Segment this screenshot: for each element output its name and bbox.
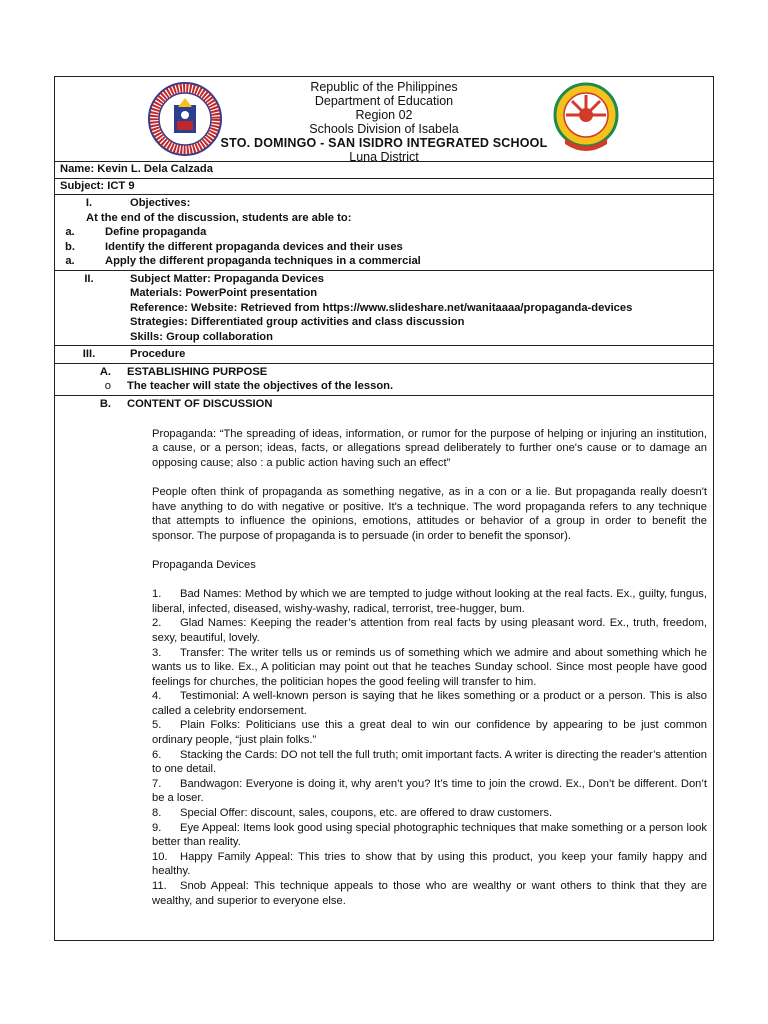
- device-text: Happy Family Appeal: This tries to show that by using this product, you keep your family happy and healthy.: [152, 850, 707, 878]
- school-seal-logo: [553, 82, 619, 154]
- procedure-title: Procedure: [130, 348, 186, 360]
- procedure-a-letter: A.: [99, 365, 111, 378]
- procedure-a-title: ESTABLISHING PURPOSE: [127, 365, 268, 378]
- devices-title: Propaganda Devices: [152, 558, 256, 571]
- device-item: [152, 689, 707, 718]
- device-text: Eye Appeal: Items look good using special photographic techniques that make something or a person look better than reality.: [152, 821, 707, 849]
- device-number: 5.: [152, 719, 162, 732]
- header-line-division: Schools Division of Isabela: [309, 122, 459, 136]
- device-number: 1.: [152, 588, 162, 601]
- objectives-intro: At the end of the discussion, students are able to:: [86, 211, 352, 224]
- device-item: [152, 616, 707, 645]
- propaganda-definition: Propaganda: “The spreading of ideas, information, or rumor for the purpose of helping or injuring an institution, a cause, or a person; ideas, facts, or allegations spread deliberately to further one's cause or to damage an opposing cause; also : a public action having such an effect”: [152, 427, 707, 469]
- objective-letter: b.: [65, 240, 75, 253]
- device-number: 10.: [152, 850, 168, 863]
- device-item: [152, 777, 707, 806]
- device-item: [152, 821, 707, 850]
- objective-item: Define propaganda: [105, 226, 207, 238]
- document-header: [54, 76, 714, 162]
- discussion-content: [54, 412, 714, 941]
- header-line-department: Department of Education: [314, 94, 454, 108]
- device-item: [152, 646, 707, 690]
- device-number: 2.: [152, 617, 162, 630]
- device-item: [152, 587, 707, 616]
- subject-row: Subject: ICT 9: [54, 179, 714, 196]
- header-line-region: Region 02: [355, 108, 413, 122]
- bullet-icon: o: [104, 380, 111, 392]
- objectives-numeral: I.: [85, 197, 93, 209]
- device-text: Stacking the Cards: DO not tell the full truth; omit important facts. A writer is directing the reader’s attention to one detail.: [152, 748, 707, 776]
- subject-matter-numeral: II.: [84, 272, 94, 285]
- objective-item: Identify the different propaganda devices and their uses: [105, 240, 403, 253]
- materials-line: Materials: PowerPoint presentation: [130, 287, 318, 299]
- procedure-b-letter: B.: [99, 397, 111, 410]
- device-item: [152, 850, 707, 879]
- device-text: Bad Names: Method by which we are tempted to judge without looking at the real facts. Ex., guilty, fungus, liberal, infected, diseased, wishy-washy, radical, terrorist, tree-hugger, bum.: [152, 588, 707, 615]
- content-of-discussion-header: [54, 396, 714, 413]
- subject-matter-section: [54, 271, 714, 347]
- device-number: 7.: [152, 777, 162, 790]
- device-number: 4.: [152, 690, 162, 703]
- device-item: [152, 806, 707, 821]
- procedure-header: [54, 346, 714, 364]
- district-name: Luna District: [349, 150, 419, 164]
- skills-line: Skills: Group collaboration: [130, 330, 273, 343]
- device-text: Glad Names: Keeping the reader’s attention from real facts by using pleasant word. Ex., truth, freedom, sexy, beautiful, lovely.: [152, 617, 707, 644]
- device-number: 9.: [152, 821, 162, 834]
- procedure-numeral: III.: [82, 348, 96, 360]
- device-text: Special Offer: discount, sales, coupons, etc. are offered to draw customers.: [180, 807, 553, 820]
- objectives-section: [54, 195, 714, 271]
- device-text: Snob Appeal: This technique appeals to those who are wealthy or want others to think that they are wealthy, and superior to everyone else.: [152, 880, 707, 907]
- objective-letter: a.: [65, 255, 75, 267]
- lesson-plan-document: [54, 76, 714, 941]
- establishing-purpose-section: [54, 364, 714, 396]
- device-item: [152, 748, 707, 777]
- teacher-name-row: Name: Kevin L. Dela Calzada: [54, 162, 714, 179]
- device-number: 11.: [152, 880, 167, 892]
- reference-line: Reference: Website: Retrieved from https://www.slideshare.net/wanitaaaa/propaganda-devices: [130, 301, 633, 314]
- objective-item: Apply the different propaganda techniques in a commercial: [105, 255, 421, 267]
- strategies-line: Strategies: Differentiated group activities and class discussion: [130, 316, 465, 328]
- device-text: Testimonial: A well-known person is saying that he likes something or a product or a person. This is also called a celebrity endorsement.: [152, 690, 707, 717]
- school-name: STO. DOMINGO - SAN ISIDRO INTEGRATED SCHOOL: [220, 136, 548, 150]
- device-number: 6.: [152, 748, 162, 761]
- device-text: Bandwagon: Everyone is doing it, why aren’t you? It’s time to join the crowd. Ex., Don’t be different. Don’t be a loser.: [152, 777, 707, 805]
- device-text: Transfer: The writer tells us or reminds us of something which we admire and about something which he wants us to like. Ex., A politician may point out that he teaches Sunday school. Since most people have good feelings for churches, the politician hopes the good feeling will transfer to him.: [152, 646, 707, 688]
- objectives-title: Objectives:: [130, 197, 191, 209]
- device-number: 3.: [152, 646, 162, 659]
- device-item: [152, 879, 707, 908]
- device-item: [152, 718, 707, 747]
- subject-matter-line: Subject Matter: Propaganda Devices: [130, 272, 324, 285]
- header-line-republic: Republic of the Philippines: [310, 80, 458, 94]
- objective-letter: a.: [65, 226, 75, 238]
- propaganda-explanation: People often think of propaganda as something negative, as in a con or a lie. But propaganda really doesn't have anything to do with negative or positive. It's a technique. The word propaganda refers to any technique that attempts to influence the opinions, emotions, attitudes or behavior of a group in order to benefit the sponsor. The purpose of propaganda is to persuade (in order to benefit the sponsor).: [152, 485, 707, 542]
- device-text: Plain Folks: Politicians use this a great deal to win our confidence by appearing to be just common ordinary people, “just plain folks.”: [152, 719, 707, 747]
- devices-list: [152, 587, 707, 908]
- procedure-a-text: The teacher will state the objectives of the lesson.: [127, 380, 394, 392]
- procedure-b-title: CONTENT OF DISCUSSION: [127, 397, 273, 410]
- device-number: 8.: [152, 807, 162, 820]
